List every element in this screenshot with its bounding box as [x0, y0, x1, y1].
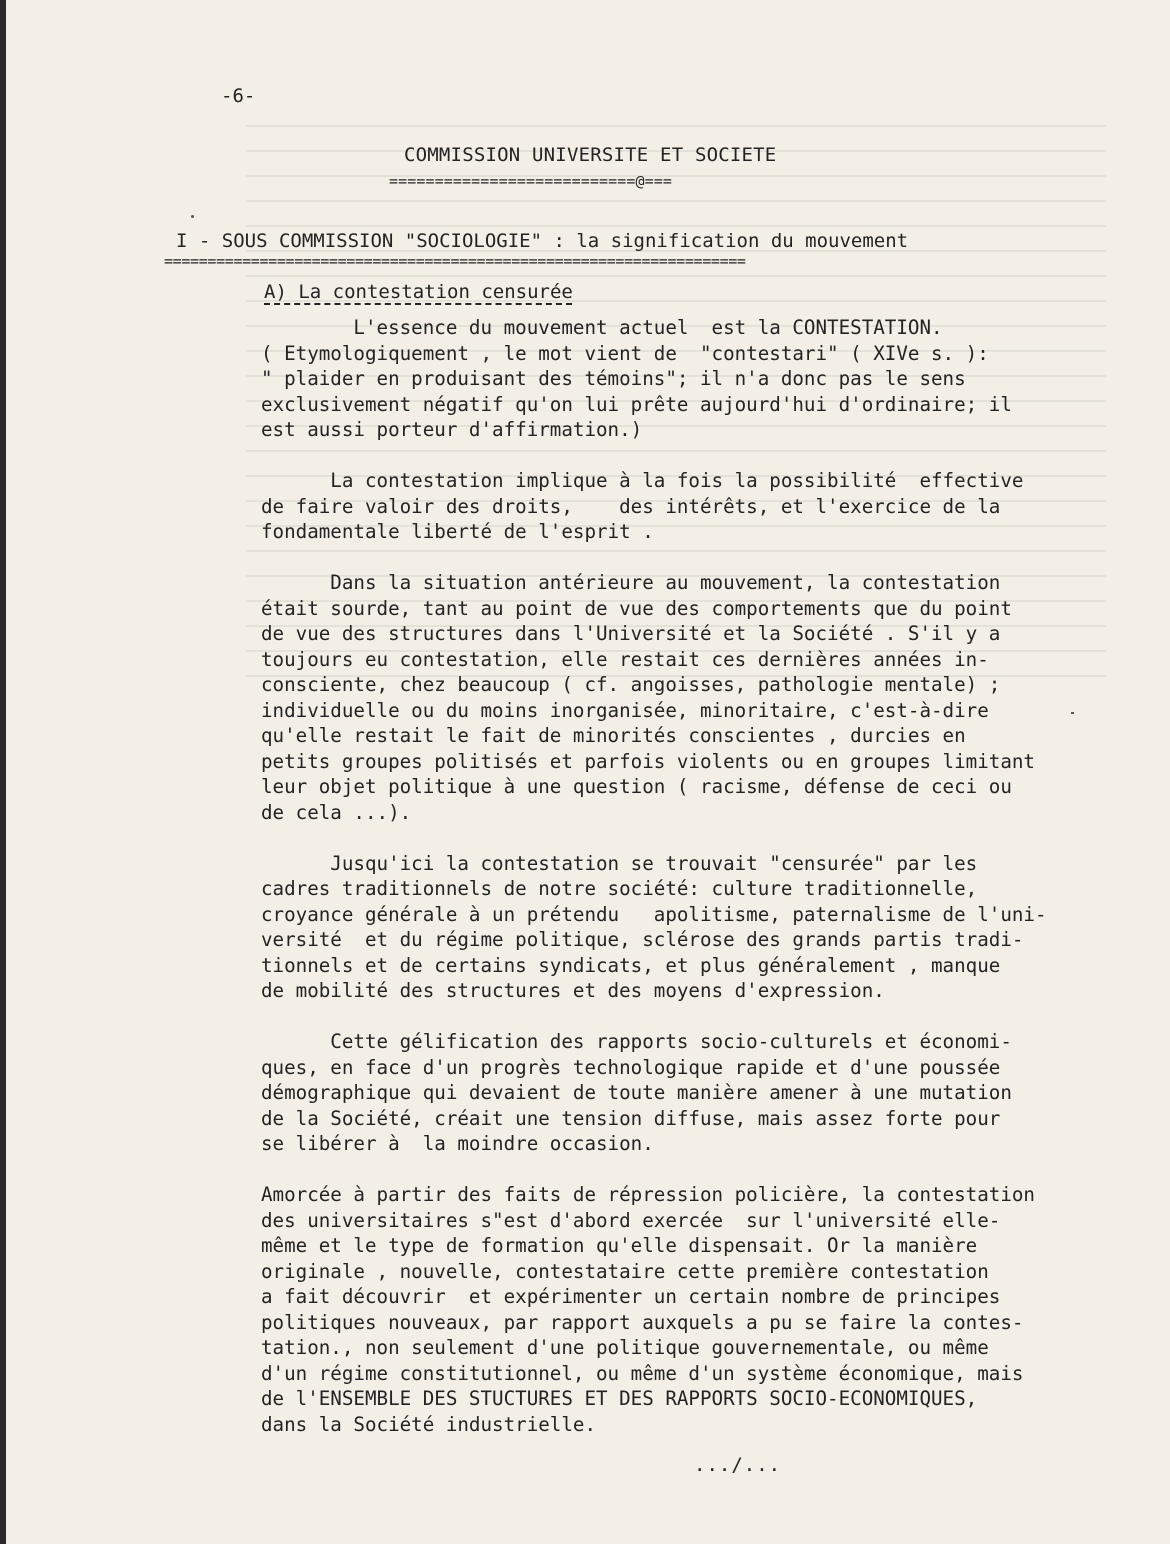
paragraph	[261, 468, 1141, 545]
text-line: tionnels et de certains syndicats, et plus généralement , manque	[261, 953, 1001, 977]
text-line: " plaider en produisant des témoins"; il n'a donc pas le sens	[261, 367, 966, 390]
text-line: des universitaires s"est d'abord exercée sur l'université elle-	[261, 1208, 1001, 1232]
text-line: consciente, chez beaucoup ( cf. angoisses, pathologie mentale) ;	[261, 673, 1001, 696]
paragraph	[261, 1029, 1141, 1157]
text-line: Cette gélification des rapports socio-culturels et économi-	[261, 1030, 1012, 1053]
text-line: a fait découvrir et expérimenter un certain nombre de principes	[261, 1285, 1001, 1308]
paragraph	[261, 1182, 1141, 1437]
text-line: Jusqu'ici la contestation se trouvait "censurée" par les	[261, 851, 978, 875]
text-line: ques, en face d'un progrès technologique rapide et d'une poussée	[261, 1055, 1001, 1079]
continuation-mark: .../...	[694, 1454, 782, 1476]
text-line: d'un régime constitutionnel, ou même d'un système économique, mais	[261, 1361, 1024, 1385]
text-line: de vue des structures dans l'Université et la Société . S'il y a	[261, 622, 1001, 645]
paragraph-gap	[261, 1004, 1141, 1030]
heading-rule: ===================================================================	[164, 252, 746, 270]
section-heading: I - SOUS COMMISSION "SOCIOLOGIE" : la signification du mouvement	[176, 230, 909, 252]
text-line: se libérer à la moindre occasion.	[261, 1132, 654, 1155]
paragraph	[261, 851, 1141, 1004]
subsection-heading: A) La contestation censurée	[264, 281, 573, 303]
text-line: était sourde, tant au point de vue des comportements que du point	[261, 596, 1012, 620]
text-line: versité et du régime politique, sclérose des grands partis tradi-	[261, 928, 1024, 951]
text-line: est aussi porteur d'affirmation.)	[261, 418, 643, 441]
commission-title: COMMISSION UNIVERSITE ET SOCIETE	[404, 144, 777, 166]
paragraph-gap	[261, 1157, 1141, 1183]
text-line: politiques nouveaux, par rapport auxquels a pu se faire la contes-	[261, 1310, 1024, 1334]
text-line: croyance générale à un prétendu apolitisme, paternalisme de l'uni-	[261, 902, 1047, 926]
text-line: leur objet politique à une question ( racisme, défense de ceci ou	[261, 775, 1012, 798]
text-line: L'essence du mouvement actuel est la CONTESTATION.	[261, 316, 943, 339]
text-line: de mobilité des structures et des moyens d'expression.	[261, 979, 885, 1002]
text-line: petits groupes politisés et parfois violents ou en groupes limitant	[261, 749, 1035, 773]
text-line: ( Etymologiquement , le mot vient de "contestari" ( XIVe s. ):	[261, 341, 989, 365]
text-line: même et le type de formation qu'elle dispensait. Or la manière	[261, 1234, 978, 1257]
text-line: Amorcée à partir des faits de répression policière, la contestation	[261, 1183, 1035, 1206]
paragraph	[261, 315, 1141, 443]
title-rule: ===========================@===	[389, 172, 673, 190]
text-line: La contestation implique à la fois la possibilité effective	[261, 469, 1024, 492]
text-line: exclusivement négatif qu'on lui prête aujourd'hui d'ordinaire; il	[261, 392, 1012, 416]
text-line: de cela ...).	[261, 800, 412, 824]
text-line: de l'ENSEMBLE DES STUCTURES ET DES RAPPORTS SOCIO-ECONOMIQUES,	[261, 1387, 978, 1410]
paragraph-gap	[261, 825, 1141, 851]
body-text	[261, 315, 1141, 1437]
text-line: Dans la situation antérieure au mouvement, la contestation	[261, 571, 1001, 594]
page-number: -6-	[221, 85, 256, 107]
text-line: dans la Société industrielle.	[261, 1412, 597, 1436]
text-line: de la Société, créait une tension diffuse, mais assez forte pour	[261, 1106, 1001, 1130]
paragraph	[261, 570, 1141, 825]
text-line: tation., non seulement d'une politique gouvernementale, ou même	[261, 1336, 989, 1359]
paragraph-gap	[261, 443, 1141, 469]
text-line: qu'elle restait le fait de minorités conscientes , durcies en	[261, 724, 966, 747]
text-line: toujours eu contestation, elle restait ces dernières années in-	[261, 647, 989, 671]
text-line: fondamentale liberté de l'esprit .	[261, 520, 654, 543]
text-line: démographique qui devaient de toute manière amener à une mutation	[261, 1081, 1012, 1104]
text-line: de faire valoir des droits, des intérêts, et l'exercice de la	[261, 494, 1001, 518]
text-line: individuelle ou du moins inorganisée, minoritaire, c'est-à-dire	[261, 698, 989, 722]
text-line: cadres traditionnels de notre société: culture traditionnelle,	[261, 877, 978, 900]
paragraph-gap	[261, 545, 1141, 571]
ink-speck	[191, 215, 194, 218]
text-line: originale , nouvelle, contestataire cette première contestation	[261, 1259, 989, 1283]
